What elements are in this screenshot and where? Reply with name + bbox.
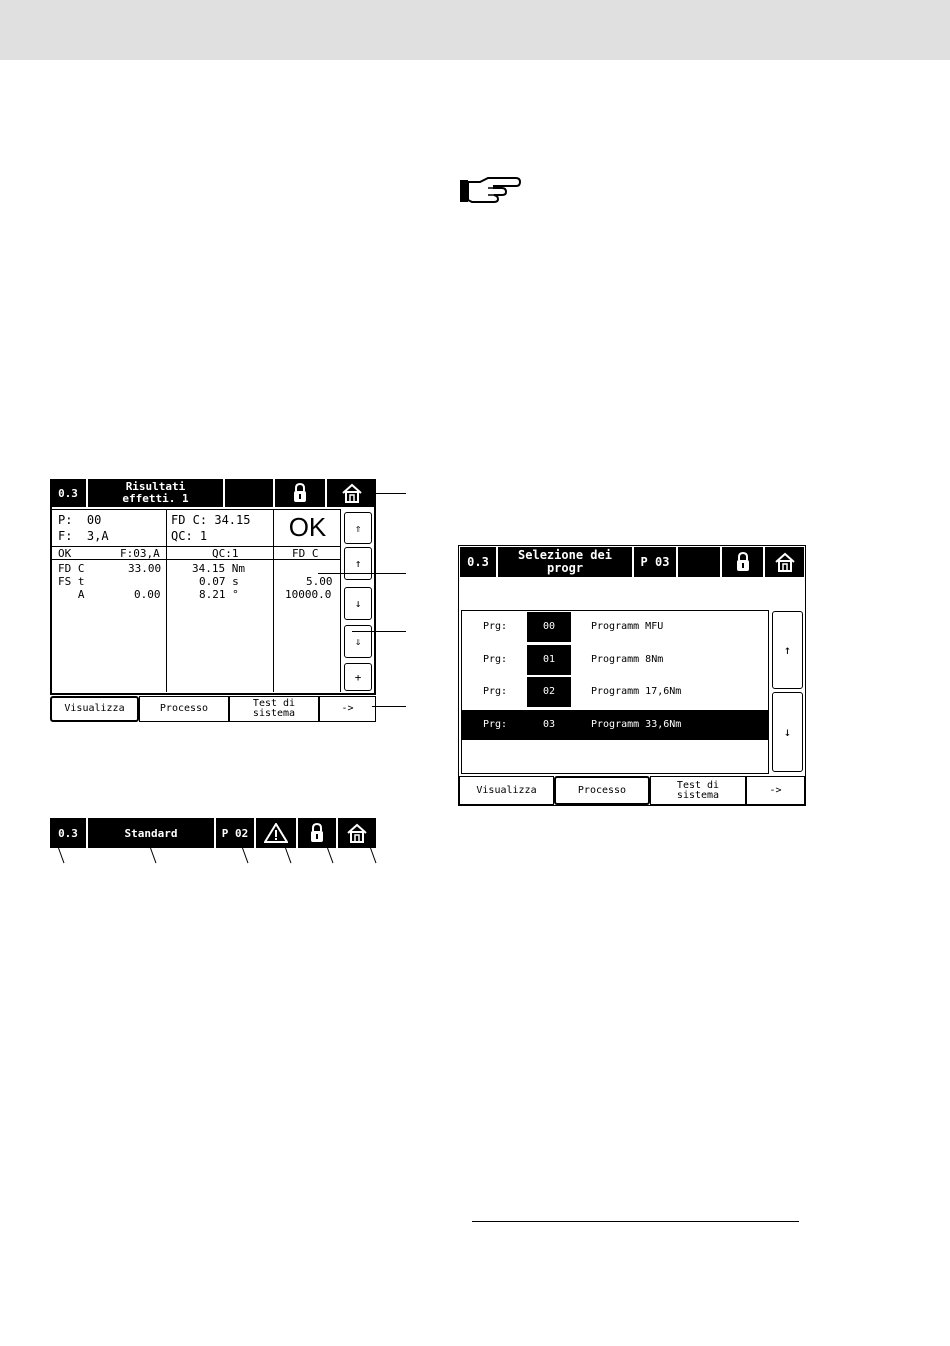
home-icon	[341, 483, 363, 503]
page-up-button[interactable]	[344, 512, 372, 544]
row-value: 5.00	[306, 575, 333, 588]
lock-icon	[309, 823, 325, 843]
footnote-rule	[472, 1221, 799, 1222]
row-value: 0.07 s	[199, 575, 239, 588]
version-indicator: 0.3	[50, 479, 86, 507]
program-label: Prg:	[483, 686, 508, 697]
program-name: Programm 17,6Nm	[591, 686, 682, 697]
program-row[interactable]	[462, 612, 768, 642]
tab-more[interactable]: ->	[319, 696, 376, 722]
final-torque-value: FD C: 34.15	[171, 513, 251, 527]
row-label: A	[58, 588, 85, 601]
down-arrow-icon: ↓	[354, 597, 362, 610]
double-up-arrow-icon: ⇑	[354, 521, 362, 535]
tab-test-sistema[interactable]: Test di sistema	[229, 696, 319, 722]
tab-more[interactable]: ->	[746, 776, 805, 805]
page-down-button[interactable]	[344, 625, 372, 658]
status-version: 0.3	[50, 818, 86, 848]
home-icon	[346, 823, 368, 843]
program-label: Prg:	[483, 654, 508, 665]
screen-title: Risultati effetti. 1	[88, 479, 223, 507]
pointing-hand-icon	[458, 174, 522, 206]
program-name: Programm 8Nm	[591, 654, 664, 665]
program-label: Prg:	[483, 621, 508, 632]
program-number: 03	[542, 719, 556, 730]
double-down-arrow-icon: ⇓	[354, 635, 362, 648]
scroll-down-button[interactable]	[344, 587, 372, 620]
page-header-band	[0, 0, 950, 60]
program-number: 02	[527, 677, 571, 707]
home-button[interactable]	[765, 547, 804, 577]
tab-processo[interactable]: Processo	[554, 776, 650, 805]
table-head-fastener: F:03,A	[120, 547, 160, 560]
table-head-result: OK	[58, 547, 72, 560]
scroll-up-button[interactable]	[772, 611, 803, 689]
program-number: 01	[527, 645, 571, 675]
add-button[interactable]	[344, 663, 372, 691]
callout-line	[366, 493, 406, 494]
tab-processo[interactable]: Processo	[139, 696, 229, 722]
scroll-down-button[interactable]	[772, 692, 803, 772]
tab-visualizza[interactable]: Visualizza	[459, 776, 554, 805]
program-indicator: P 03	[634, 547, 676, 577]
callout-tick	[58, 848, 64, 863]
status-ok: OK	[288, 512, 327, 542]
program-label: Prg:	[483, 719, 508, 730]
program-value: P: 00	[58, 513, 102, 527]
lock-icon	[735, 552, 751, 572]
warning-indicator[interactable]	[256, 818, 296, 848]
version-indicator: 0.3	[460, 547, 496, 577]
lock-icon	[292, 483, 308, 503]
table-col-divider	[166, 547, 167, 692]
callout-tick	[370, 848, 376, 863]
header-empty-cell	[225, 479, 273, 507]
up-arrow-icon: ↑	[783, 643, 792, 657]
plus-icon: +	[354, 670, 362, 684]
callout-tick	[327, 848, 333, 863]
row-value: 0.00	[134, 588, 161, 601]
row-label: FD C	[58, 562, 85, 575]
home-icon	[774, 552, 796, 572]
status-program: P 02	[216, 818, 254, 848]
fastener-value: F: 3,A	[58, 529, 109, 543]
up-arrow-icon: ↑	[354, 557, 362, 570]
row-value: 33.00	[128, 562, 162, 575]
program-number: 00	[527, 612, 571, 642]
tab-test-sistema[interactable]: Test di sistema	[650, 776, 746, 805]
down-arrow-icon: ↓	[783, 725, 792, 739]
screen-title: Selezione dei progr	[498, 547, 632, 577]
table-head-torque: FD C	[292, 547, 319, 560]
status-mode: Standard	[88, 818, 214, 848]
callout-line	[352, 631, 406, 632]
warning-icon	[264, 823, 288, 843]
program-row-selected[interactable]	[462, 710, 768, 740]
tab-bar	[50, 696, 376, 722]
tab-visualizza[interactable]: Visualizza	[50, 696, 139, 722]
lock-button[interactable]	[275, 479, 325, 507]
quality-code-value: QC: 1	[171, 529, 208, 543]
summary-col-divider	[273, 509, 274, 546]
callout-tick	[285, 848, 291, 863]
tab-bar	[459, 776, 805, 805]
lock-button[interactable]	[722, 547, 763, 577]
program-row[interactable]	[462, 677, 768, 707]
panel-right-divider	[340, 509, 341, 692]
program-name: Programm MFU	[591, 621, 664, 632]
program-row[interactable]	[462, 645, 768, 675]
row-value: 8.21 °	[199, 588, 239, 601]
home-indicator[interactable]	[338, 818, 376, 848]
program-name: Programm 33,6Nm	[591, 719, 682, 730]
scroll-up-button[interactable]	[344, 547, 372, 580]
row-value: 34.15 Nm	[192, 562, 245, 575]
table-head-qc: QC:1	[212, 547, 239, 560]
callout-tick	[150, 848, 156, 863]
row-value: 10000.0	[285, 588, 332, 601]
callout-line	[372, 706, 406, 707]
table-col-divider	[273, 547, 274, 692]
row-label: FS t	[58, 575, 85, 588]
lock-indicator[interactable]	[298, 818, 336, 848]
callout-tick	[242, 848, 248, 863]
callout-line	[318, 573, 406, 574]
header-empty-cell	[678, 547, 720, 577]
summary-col-divider	[166, 509, 167, 546]
